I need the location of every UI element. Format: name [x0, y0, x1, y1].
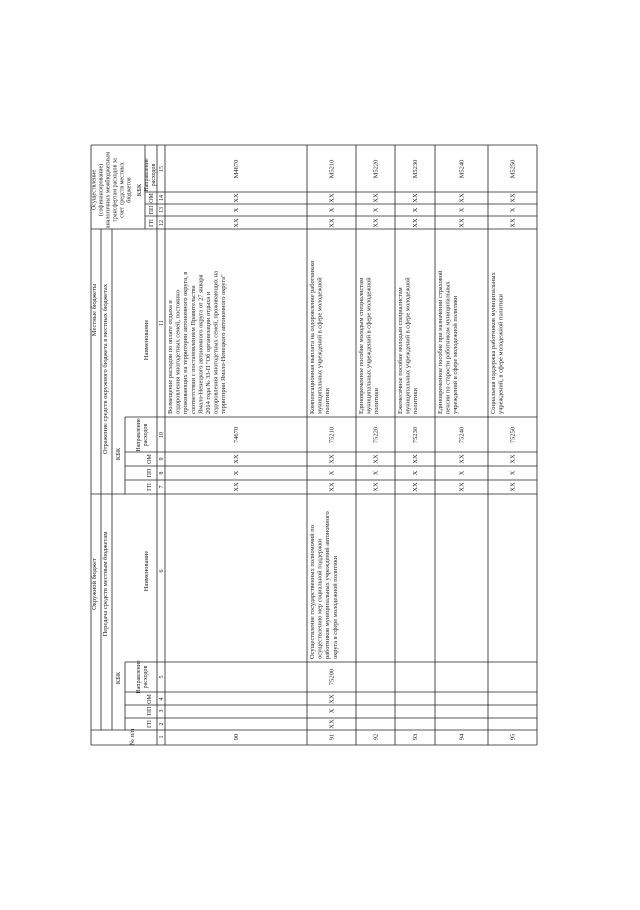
local-om: XX	[233, 454, 240, 464]
column-number: 4	[159, 697, 165, 701]
cofin-om: XX	[233, 193, 240, 203]
local-om: XX	[509, 454, 517, 464]
header-local-napr: Направлениерасходов	[136, 418, 149, 452]
column-number: 3	[159, 709, 165, 713]
budget-table	[91, 145, 537, 745]
header-okrug-kbk: КБК	[115, 671, 122, 685]
header-okrug-om: ОМ	[147, 694, 153, 704]
row-number: 94	[458, 733, 466, 741]
cofin-napr: М5230	[412, 159, 419, 179]
table-row	[167, 160, 240, 741]
cofin-om: XX	[412, 193, 419, 203]
header-cofin-om: ОМ	[149, 193, 155, 203]
row-number: 90	[233, 733, 240, 741]
cofin-gp: XX	[233, 218, 240, 228]
header-local-pp: ПП	[147, 468, 153, 478]
table-row	[397, 160, 419, 741]
column-number: 2	[159, 722, 165, 726]
header-okrug-gp: ГП	[147, 720, 153, 728]
cofin-gp: XX	[372, 218, 380, 228]
cofin-om: XX	[458, 193, 466, 203]
header-okrug-napr: Направлениерасходов	[136, 660, 149, 694]
table-row	[437, 160, 466, 741]
column-number: 8	[159, 471, 165, 475]
local-name: Возмещение расходов по оплате отдыха иоздоровления многодетных семей, постояннопроживающих на территории автономного округа, всоответствии с постановлением ПравительстваЯмало-Ненецкого автономного округа от 27 января2014 года № 33-П "Об организации отдыха иоздоровления многодетных семей, проживающих натерритории Ямало-Ненецкого автономного округа"	[167, 271, 228, 414]
local-om: XX	[458, 454, 466, 464]
column-number: 15	[159, 166, 165, 172]
column-number: 9	[159, 457, 165, 461]
table-body	[167, 160, 517, 741]
local-om: XX	[328, 454, 336, 464]
local-gp: XX	[328, 482, 336, 492]
table-row	[490, 160, 517, 741]
local-gp: XX	[412, 482, 419, 492]
local-pp: X	[412, 470, 419, 476]
cofin-pp: X	[233, 207, 240, 213]
header-okrug-name: Наименование	[143, 550, 150, 592]
column-number: 12	[159, 220, 165, 226]
column-number: 6	[159, 569, 165, 573]
column-number: 13	[159, 207, 165, 213]
header-cofin-pp: ПП	[149, 205, 155, 215]
header-local-title: Местные бюджеты	[91, 283, 98, 337]
row-number: 91	[328, 733, 336, 741]
local-name: Ежемесячное пособие молодым специалистаммуниципальных учреждений в сфере молодежнойполитики	[397, 277, 420, 414]
cofin-pp: X	[412, 207, 419, 213]
local-pp: X	[372, 470, 380, 476]
local-napr: 75220	[372, 426, 380, 444]
header-cofin-title: Осуществление(софинансирование)аналогичных межбюджетнымтрансфертам расходов засчет средств местныхбюджетов	[91, 151, 133, 229]
cofin-napr: М5250	[509, 159, 517, 179]
local-pp: X	[509, 470, 517, 476]
local-napr: 75230	[412, 426, 419, 444]
local-pp: X	[328, 470, 336, 476]
header-local-kbk: КБК	[115, 447, 122, 461]
local-name: Социальная поддержка работников муниципальныхучреждений, в сфере молодежной политики	[490, 272, 505, 414]
local-napr: 74670	[233, 426, 240, 444]
local-name: Единовременное пособие молодым специалистаммуниципальных учреждений в сфере молодежнойполитики	[358, 277, 381, 414]
local-name: Единовременное пособие при назначении страховойпенсии по старости работникам муниципальныхучреждений в сфере молодежной политики	[437, 270, 460, 414]
column-number: 14	[159, 195, 165, 201]
column-number: 1	[159, 735, 165, 739]
cofin-gp: XX	[458, 218, 466, 228]
local-gp: XX	[233, 482, 240, 492]
row-number: 92	[372, 733, 380, 741]
column-number: 10	[159, 432, 165, 438]
header-okrug-pp: ПП	[147, 706, 153, 716]
cofin-gp: XX	[412, 218, 419, 228]
okrug-gp: XX	[328, 719, 336, 729]
cofin-pp: X	[458, 207, 466, 213]
header-okrug-subtitle: Передача средств местным бюджетам	[102, 531, 109, 637]
cofin-gp: XX	[509, 218, 517, 228]
cofin-pp: X	[509, 207, 517, 213]
row-number: 93	[412, 733, 419, 741]
header-cofin-gp: ГП	[149, 219, 155, 227]
local-napr: 75210	[328, 426, 336, 444]
header-cofin-napr: Направлениерасходов	[144, 158, 157, 192]
cofin-om: XX	[372, 193, 380, 203]
okrug-pp: X	[328, 708, 336, 714]
local-gp: XX	[458, 482, 466, 492]
local-napr: 75250	[509, 426, 517, 444]
okrug-name: Осуществление государственных полномочий поосуществлению мер социальной поддержкиработников муниципальных учреждений автономногоокруга в сфере молодежной политики	[309, 511, 339, 659]
header-local-om: ОМ	[147, 454, 153, 464]
local-napr: 75240	[458, 426, 466, 444]
header-no: № п/п	[129, 728, 136, 746]
cofin-napr: М5240	[458, 159, 466, 179]
local-gp: XX	[372, 482, 380, 492]
okrug-napr: 75200	[328, 668, 336, 686]
row-number: 95	[509, 733, 517, 741]
header-local-subtitle: Отражение средств окружного бюджета в местных бюджетах	[102, 283, 109, 455]
cofin-om: XX	[328, 193, 336, 203]
header-local-gp: ГП	[147, 483, 153, 491]
local-om: XX	[372, 454, 380, 464]
okrug-om: XX	[328, 694, 336, 704]
column-number: 11	[159, 320, 165, 326]
local-pp: X	[233, 470, 240, 476]
table-row	[309, 160, 339, 741]
cofin-om: XX	[509, 193, 517, 203]
column-number: 7	[159, 485, 165, 489]
cofin-napr: М5220	[372, 159, 380, 179]
cofin-napr: М5210	[328, 159, 336, 179]
cofin-pp: X	[328, 207, 336, 213]
local-om: XX	[412, 454, 419, 464]
local-name: Компенсационная выплата на оздоровление работникаммуниципальных учреждений в сфере молодежнойполитики	[309, 260, 332, 414]
header-okrug-title: Окружной бюджет	[91, 558, 98, 610]
header-local-name: Наименование	[143, 319, 150, 361]
local-gp: XX	[509, 482, 517, 492]
local-pp: X	[458, 470, 466, 476]
table-row	[358, 160, 380, 741]
header-cofin-kbk: КБК	[136, 183, 143, 197]
cofin-napr: М4670	[233, 159, 240, 179]
cofin-pp: X	[372, 207, 380, 213]
column-number: 5	[159, 675, 165, 679]
cofin-gp: XX	[328, 218, 336, 228]
